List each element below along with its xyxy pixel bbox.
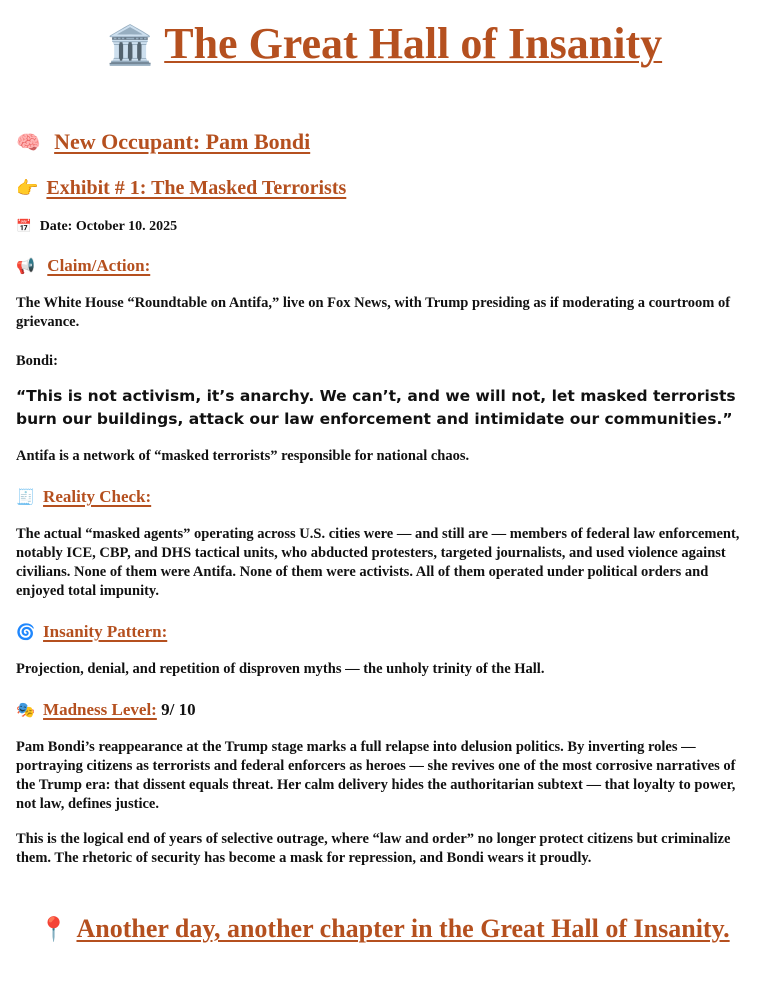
madness-paragraph-1: Pam Bondi’s reappearance at the Trump stage marks a full relapse into delusion politics. By inverting roles — portraying citizens as terrorists and federal enforcers as heroes — she revives one of the most corrosive narratives of the Trump era: that dissent equals threat. Her calm delivery hides the authoritarian subtext — that loyalty to power, not law, defines justice. [16,739,736,812]
madness-paragraph-2: This is the logical end of years of selective outrage, where “law and order” no longer protect citizens but criminalize them. The rhetoric of security has become a mask for repression, and Bondi wears it proudly. [16,831,731,866]
performing-arts-icon: 🎭 [16,702,36,719]
exhibit-heading [16,175,753,201]
megaphone-icon: 📢 [16,258,36,275]
footer-text: Another day, another chapter in the Great Hall of Insanity. [76,914,730,943]
cyclone-icon: 🌀 [16,624,36,641]
receipt-icon: 🧾 [16,489,36,506]
pin-icon: 📍 [39,917,69,943]
pattern-text: Projection, denial, and repetition of disproven myths — the unholy trinity of the Hall. [16,661,545,677]
exhibit-text: Exhibit # 1: The Masked Terrorists [46,177,347,199]
claim-speaker: Bondi: [16,353,58,369]
claim-quote: “This is not activism, it’s anarchy. We can’t, and we will not, let masked terrorists burn our buildings, attack our law enforcement and intimidate our communities.” [16,387,736,428]
title-text: The Great Hall of Insanity [164,19,663,68]
claim-heading [16,255,753,278]
pattern-heading-text: Insanity Pattern: [43,622,168,641]
madness-value: 9/ 10 [161,700,196,719]
occupant-heading [16,128,753,157]
claim-heading-text: Claim/Action: [47,256,151,275]
classical-building-icon: 🏛️ [106,25,155,67]
madness-heading-text: Madness Level: [43,700,157,719]
occupant-text: New Occupant: Pam Bondi [54,129,311,154]
brain-icon: 🧠 [16,132,41,154]
pointing-hand-icon: 👉 [16,178,39,198]
page-title [16,0,753,74]
calendar-icon: 📅 [16,219,32,233]
reality-heading [16,486,753,509]
reality-heading-text: Reality Check: [43,487,152,506]
footer-line [0,914,769,944]
reality-text: The actual “masked agents” operating across U.S. cities were — and still are — members of federal law enforcement, notably ICE, CBP, and DHS tactical units, who abducted protesters, targeted journalists, and used violence against civilians. None of them were Antifa. None of them were activists. All of them operated under political orders and enjoyed total impunity. [16,526,740,599]
pattern-heading [16,621,753,644]
date-line [16,219,753,235]
claim-intro: The White House “Roundtable on Antifa,” live on Fox News, with Trump presiding as if moderating a courtroom of grievance. [16,295,731,330]
date-text: Date: October 10. 2025 [39,219,178,234]
madness-heading [16,699,753,722]
claim-summary: Antifa is a network of “masked terrorists” responsible for national chaos. [16,448,470,464]
